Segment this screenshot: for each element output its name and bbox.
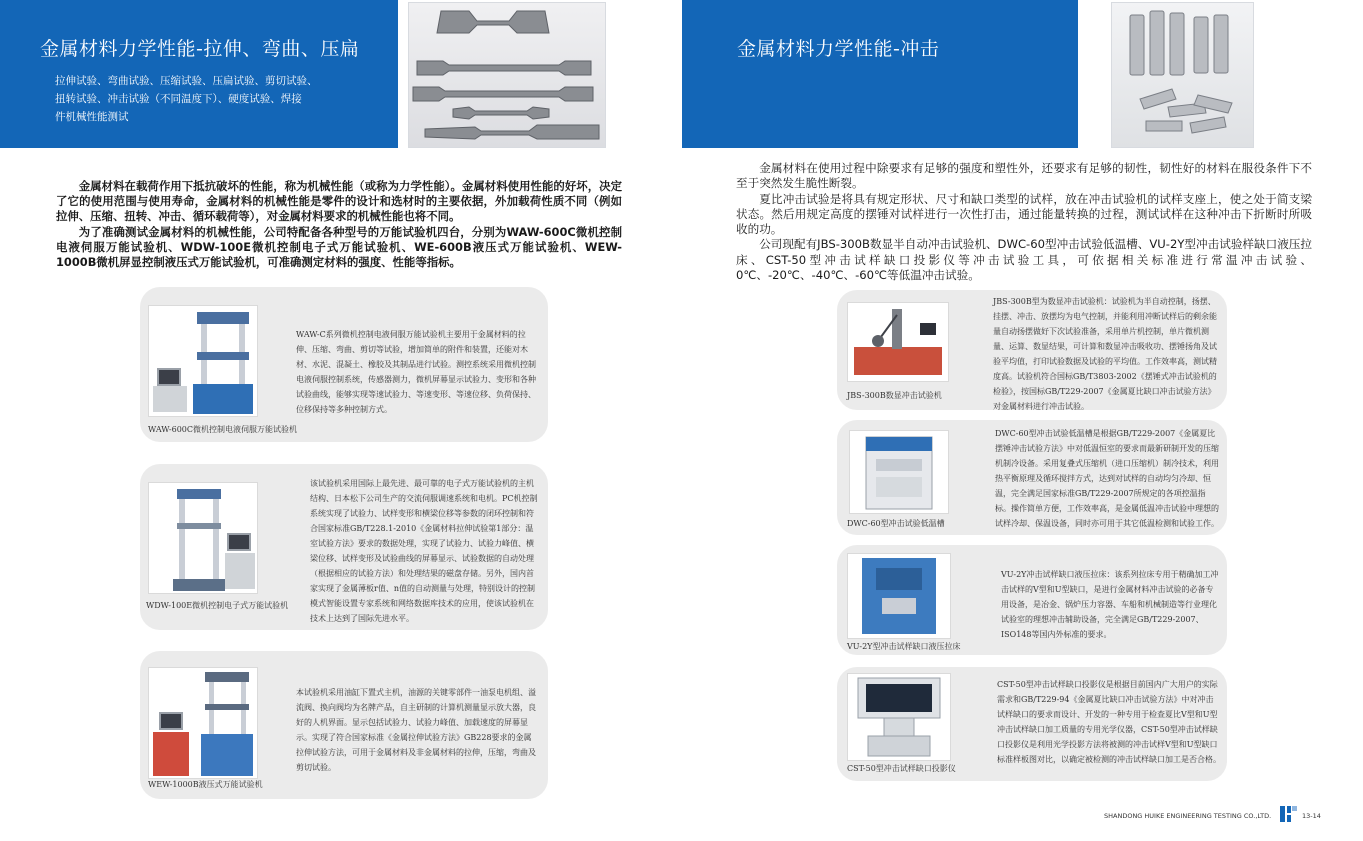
right-intro-paragraph: 公司现配有JBS-300B数显半自动冲击试验机、DWC-60型冲击试验低温槽、VU-2Y型冲击试验样缺口液压拉床、CST-50型冲击试样缺口投影仪等冲击试验工具，可依据相关标准进行常温冲击试验、0℃、-20℃、-40℃、-60℃等低温冲击试验。 xyxy=(736,237,1312,283)
dwc60-description: DWC-60型冲击试验低温槽是根据GB/T229-2007《金属夏比摆锤冲击试验方法》中对低温恒室的要求而最新研制开发的压缩机制冷设备。采用复叠式压缩机（进口压缩机）制冷技术，利用热平衡原理及循环搅拌方式，达到对试样的自动均匀冷却、恒温，完全满足国家标准GB/T229-2007所规定的各项控温指标。操作简单方便，工作效率高，是金属低温冲击试验中理想的试样冷却、保温设备，同时亦可用于其它低温检测和试验工作。 xyxy=(995,429,1219,528)
left-subtitle-line: 扭转试验、冲击试验（不同温度下）、硬度试验、焊接 xyxy=(55,93,302,105)
right-page-title: 金属材料力学性能-冲击 xyxy=(737,38,940,60)
wew1000b-description: 本试验机采用油缸下置式主机，油源的关键零部件一油泵电机组、溢流阀、换向阀均为名牌产品，自主研制的计算机测量显示放大器，良好的人机界面。显示包括试验力、试验力峰值、加载速度的屏幕显示。实现了符合国家标准《金属拉伸试验方法》GB228要求的金属拉伸试验方法，可用于金属材料及非金属材料的拉伸，压缩，弯曲及剪切试验。 xyxy=(296,688,536,772)
jbs300b-caption: JBS-300B数显冲击试验机 xyxy=(847,391,942,400)
vu2y-description: VU-2Y冲击试样缺口液压拉床：该系列拉床专用于精确加工冲击试样的V型和U型缺口，是进行金属材料冲击试验的必备专用设备，是冶金、锅炉压力容器、车船和机械制造等行业理化试验室的理想冲击辅助设备，完全满足GB/T229-2007、ISO148等国内外标准的要求。 xyxy=(1001,570,1219,639)
wdw100e-description: 该试验机采用国际上最先进、最可靠的电子式万能试验机的主机结构、日本松下公司生产的交流伺服调速系统和电机。PC机控制系统实现了试验力、试样变形和横梁位移等参数的闭环控制和符合国家标准GB/T228.1-2010《金属材料拉伸试验第1部分：温室试验方法》要求的数据处理，实现了试验力、试验力峰值、横梁位移、试样变形及试验曲线的屏幕显示、试验数据的自动处理（根据相应的试验方法）和处理结果的磁盘存储。另外，国内首家实现了金属薄板r值、n值的自动测量与处理，特别设计的控制模式智能设置专家系统和网络数据库技术的应用，使该试验机在技术上达到了国际先进水平。 xyxy=(310,479,538,623)
right-header-banner xyxy=(682,0,1078,148)
dwc60-machine-image xyxy=(849,430,949,514)
equipment-card-dwc60 xyxy=(837,420,1227,535)
left-page-title: 金属材料力学性能-拉伸、弯曲、压扁 xyxy=(40,38,360,60)
right-intro xyxy=(736,161,1312,283)
waw600c-caption: WAW-600C微机控制电液伺服万能试验机 xyxy=(148,425,298,434)
waw600c-machine-image xyxy=(148,305,258,417)
equipment-card-vu2y xyxy=(837,545,1227,655)
tensile-specimens-photo xyxy=(408,2,606,148)
left-header-banner xyxy=(0,0,398,148)
footer-page-numbers: 13-14 xyxy=(1302,812,1321,820)
company-logo-icon xyxy=(1280,806,1297,822)
jbs300b-machine-image xyxy=(847,302,949,382)
wew1000b-caption: WEW-1000B液压式万能试验机 xyxy=(148,780,263,789)
equipment-card-wew1000b xyxy=(140,651,548,799)
equipment-card-jbs300b xyxy=(837,290,1227,410)
left-subtitle-line: 件机械性能测试 xyxy=(55,111,129,123)
cst50-machine-image xyxy=(847,673,951,761)
left-subtitle xyxy=(55,72,355,126)
equipment-card-wdw100e xyxy=(140,464,548,630)
left-intro-paragraph: 金属材料在载荷作用下抵抗破坏的性能，称为机械性能（或称为力学性能）。金属材料使用性能的好坏，决定了它的使用范围与使用寿命，金属材料的机械性能是零件的设计和选材时的主要依据，外加载荷性质不同（例如拉伸、压缩、扭转、冲击、循环载荷等），对金属材料要求的机械性能也将不同。 xyxy=(56,179,622,224)
wdw100e-caption: WDW-100E微机控制电子式万能试验机 xyxy=(146,601,289,610)
right-page xyxy=(682,0,1363,841)
impact-specimens-photo xyxy=(1111,2,1254,148)
equipment-card-waw600c xyxy=(140,287,548,442)
jbs300b-description: JBS-300B型为数显冲击试验机：试验机为半自动控制，扬摆、挂摆、冲击、放摆均为电气控制，并能利用冲断试样后的剩余能量自动扬摆做好下次试验准备，采用单片机控制，单片微机测量、运算、数显结果，可计算和数显冲击吸收功、摆锤扬角及试验平均值，打印试验数据及试验的平均值。工作效率高，测试精度高。试验机符合国标GB/T3803-2002《摆锤式冲击试验机的检验》，按国标GB/T229-2007《金属夏比缺口冲击试验方法》对金属材料进行冲击试验。 xyxy=(993,297,1217,410)
wdw100e-machine-image xyxy=(148,482,258,594)
dwc60-caption: DWC-60型冲击试验低温槽 xyxy=(847,519,945,528)
left-subtitle-line: 拉伸试验、弯曲试验、压缩试验、压扁试验、剪切试验、 xyxy=(55,75,318,87)
footer-company: SHANDONG HUIKE ENGINEERING TESTING CO.,LTD. xyxy=(1104,812,1272,820)
left-intro-paragraph: 为了准确测试金属材料的机械性能，公司特配备各种型号的万能试验机四台，分别为WAW-600C微机控制电液伺服万能试验机、WDW-100E微机控制电子式万能试验机、WE-600B液压式万能试验机、WEW-1000B微机屏显控制液压式万能试验机，可准确测定材料的强度、性能等指标。 xyxy=(56,224,622,270)
right-intro-paragraph: 夏比冲击试验是将具有规定形状、尺寸和缺口类型的试样，放在冲击试验机的试样支座上，使之处于简支梁状态。然后用规定高度的摆锤对试样进行一次性打击，通过能量转换的过程，测试试样在这种冲击下折断时所吸收的功。 xyxy=(736,191,1312,237)
cst50-description: CST-50型冲击试样缺口投影仪是根据目前国内广大用户的实际需求和GB/T229-94《金属夏比缺口冲击试验方法》中对冲击试样缺口的要求而设计、开发的一种专用于检查夏比V型和U型冲击试样缺口加工质量的专用光学仪器，CST-50型冲击试样缺口投影仪是利用光学投影方法将被测的冲击试样V型和U型缺口标准样板图对比，以确定被检测的冲击试样缺口加工是否合格。 xyxy=(997,680,1221,764)
left-intro xyxy=(56,179,622,270)
cst50-caption: CST-50型冲击试样缺口投影仪 xyxy=(847,764,956,773)
wew1000b-machine-image xyxy=(148,667,258,779)
right-intro-paragraph: 金属材料在使用过程中除要求有足够的强度和塑性外，还要求有足够的韧性，韧性好的材料在服役条件下不至于突然发生脆性断裂。 xyxy=(736,161,1312,191)
waw600c-description: WAW-C系列微机控制电液伺服万能试验机主要用于金属材料的拉伸、压缩、弯曲、剪切等试验，增加简单的附件和装置，还能对木材、水泥、混凝土、橡胶及其制品进行试验。测控系统采用微机控制电液伺服控制系统，传感器测力，微机屏幕显示试验力、变形和各种试验曲线，能够实现等速试验力、等速变形、等速位移、负荷保持、位移保持等多种控制方式。 xyxy=(296,330,536,414)
vu2y-machine-image xyxy=(847,553,951,639)
equipment-card-cst50 xyxy=(837,667,1227,781)
left-page xyxy=(0,0,672,841)
vu2y-caption: VU-2Y型冲击试样缺口液压拉床 xyxy=(847,642,961,651)
